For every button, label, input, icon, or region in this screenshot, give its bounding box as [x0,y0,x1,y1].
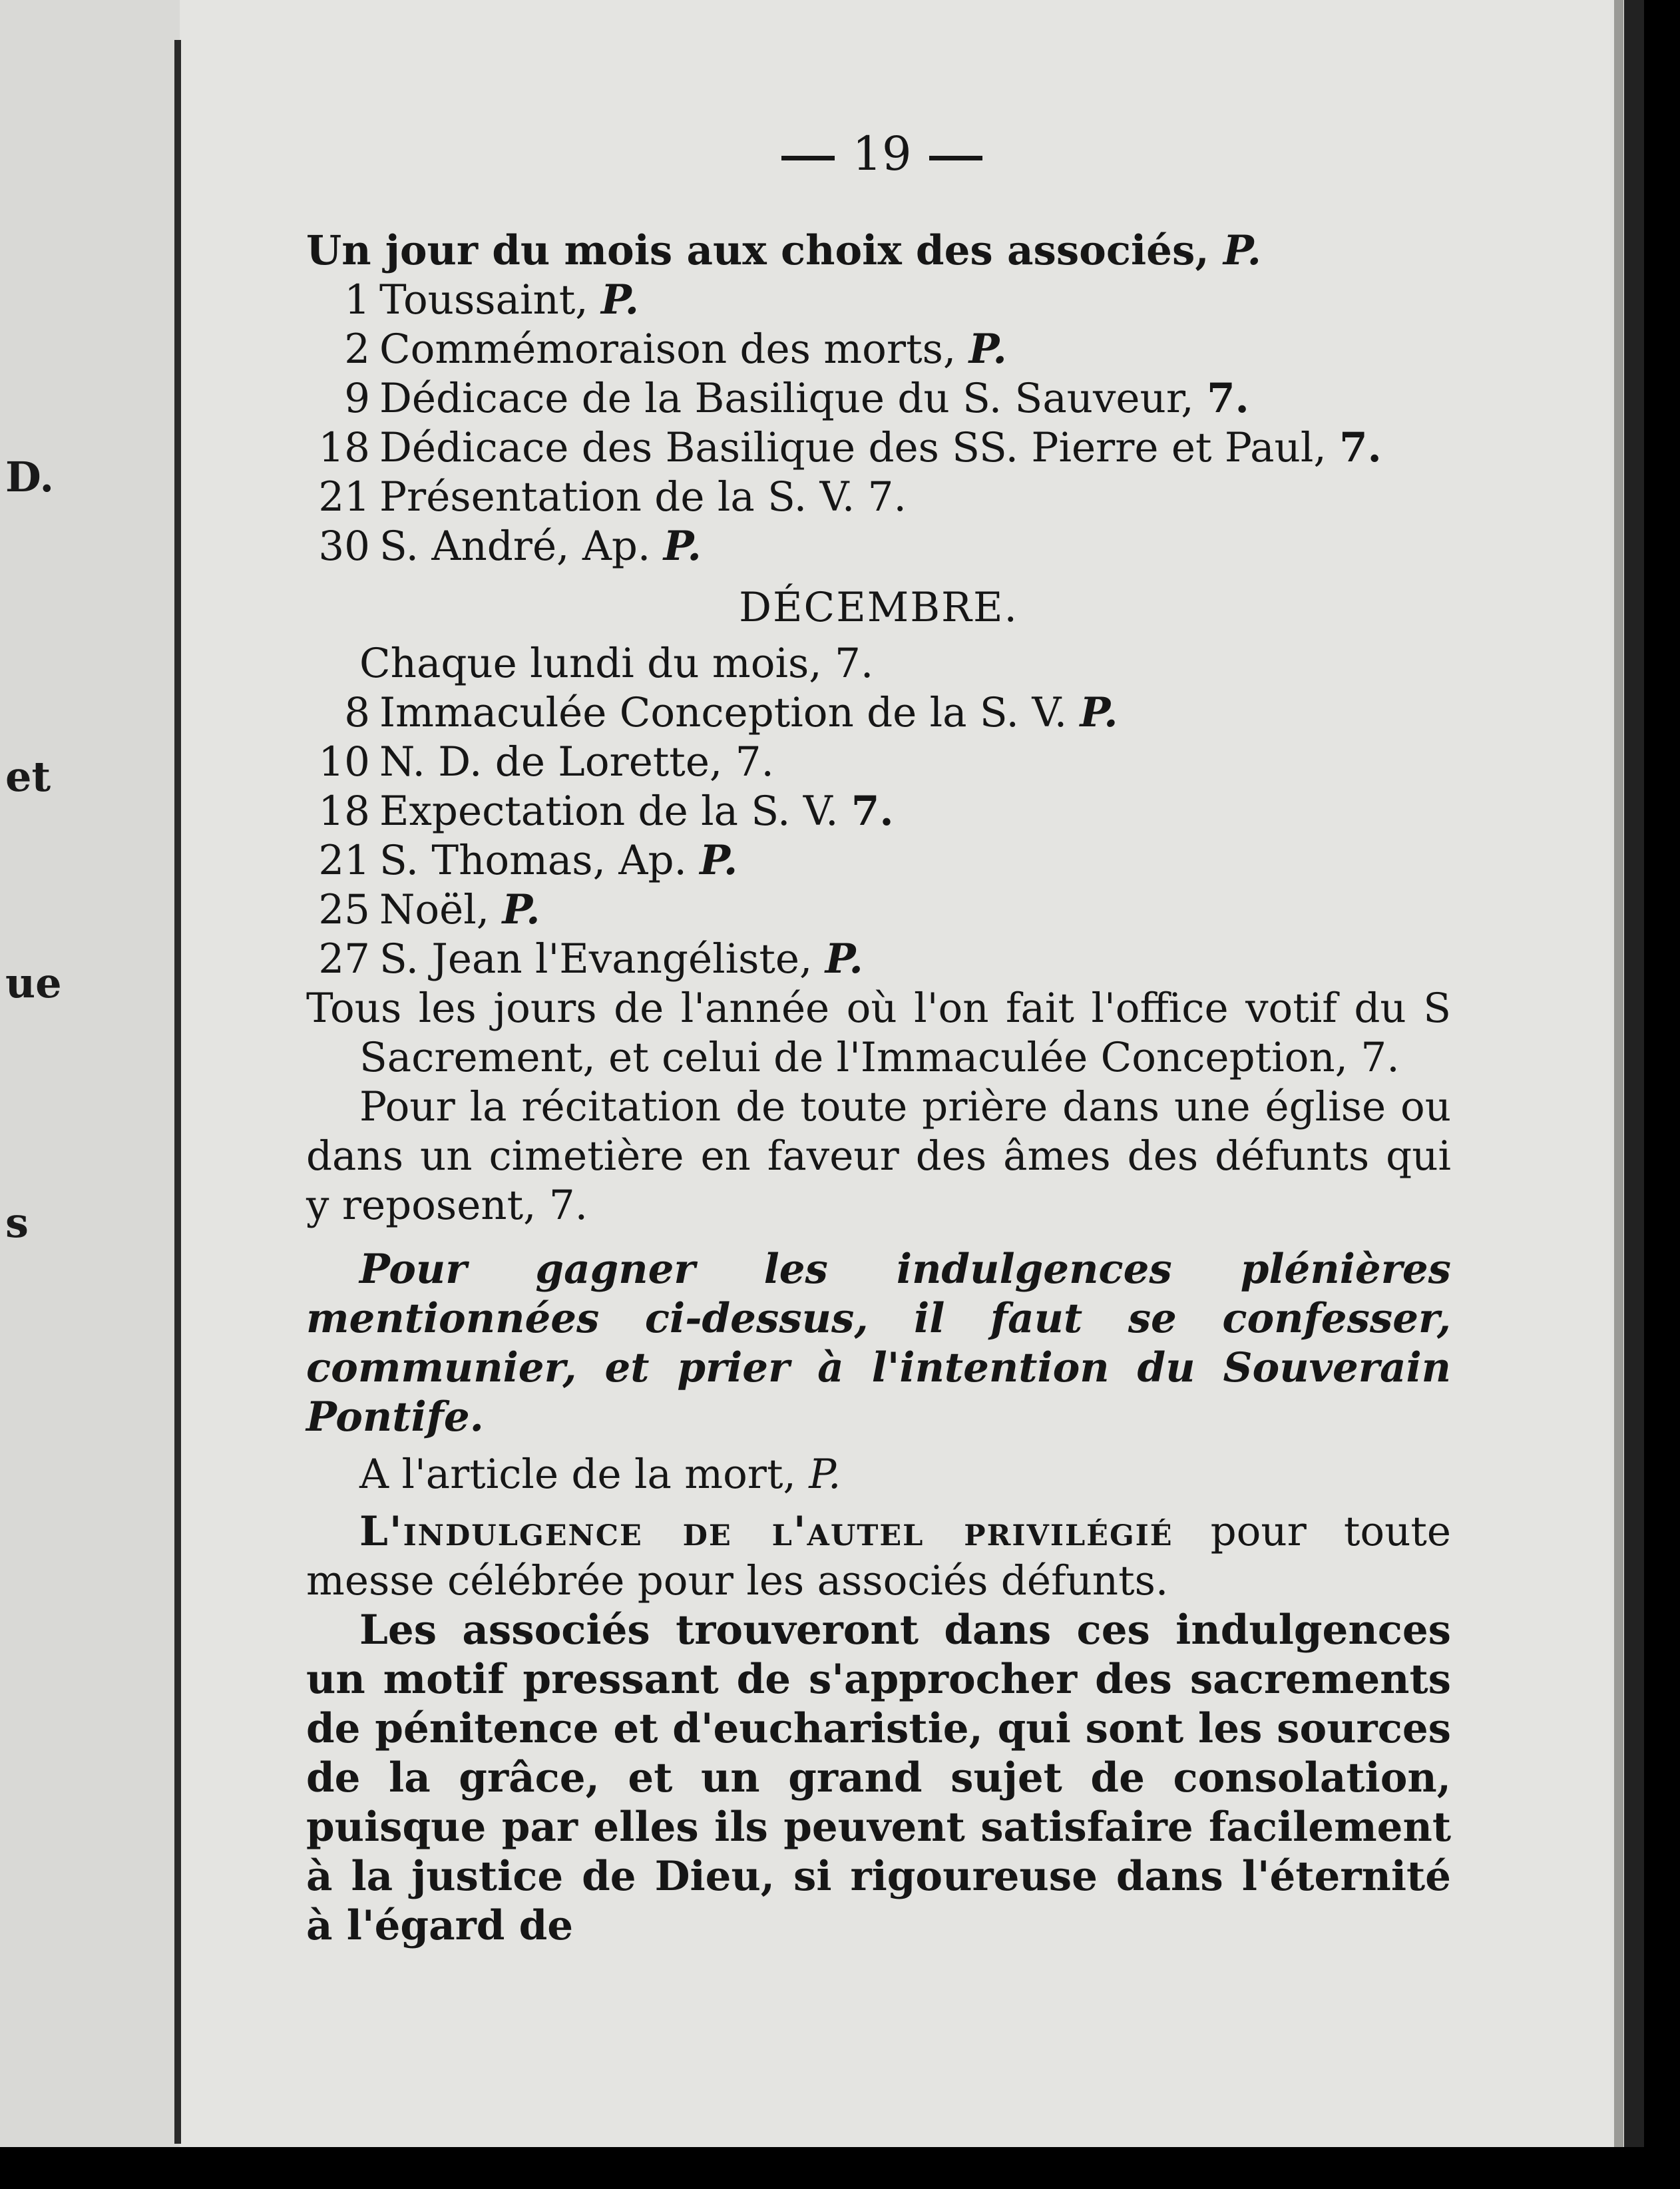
closing-paragraph: Les associés trouveront dans ces indulgences un motif pressant de s'approcher des sacrements de pénitence et d'eucharistie, qui sont les sources de la grâce, et un grand sujet de consolation, puisque par elles ils peuvent satisfaire facilement à la justice de Dieu, si rigoureuse dans l'éternité à l'égard de [306,1606,1451,1949]
list-item: 1 Toussaint, P. [344,276,640,324]
page-number-text: 19 [852,126,912,181]
list-item: Chaque lundi du mois, 7. [359,640,874,687]
list-item: 21 Présentation de la S. V. 7. [318,473,907,521]
right-page-edge [1624,0,1644,2147]
december-list [306,639,1451,984]
gutter-line [174,40,181,2144]
list-item: 21 S. Thomas, Ap. P. [318,837,738,884]
list-item: 2 Commémoraison des morts, P. [344,326,1007,373]
left-page-fragment: et [5,752,51,801]
page-edge-shadow [1614,0,1623,2147]
page-body [306,226,1451,1951]
italic-note: Pour gagner les indulgences plénières mentionnées ci-dessus, il faut se confesser, communier, et prier à l'intention du Souverain Pontife. [306,1246,1451,1441]
list-item: 10 N. D. de Lorette, 7. [318,738,774,786]
list-item: Un jour du mois aux choix des associés, P. [306,227,1261,274]
death-article: A l'article de la mort, P. [359,1451,841,1498]
list-item: 25 Noël, P. [318,886,540,933]
left-page-fragment: s [5,1198,29,1247]
list-item: 8 Immaculée Conception de la S. V. P. [344,689,1118,736]
cemetery-paragraph: Pour la récitation de toute prière dans une église ou dans un cimetière en faveur des âmes des défunts qui y reposent, 7. [306,1083,1451,1229]
november-list [306,226,1451,571]
month-heading: DÉCEMBRE. [739,584,1018,631]
previous-page-edge [0,0,180,2147]
list-item: 30 S. André, Ap. P. [318,523,702,570]
list-item: 27 S. Jean l'Evangéliste, P. [318,935,863,983]
page-number [762,126,1002,181]
votive-paragraph: Tous les jours de l'année où l'on fait l'office votif du S Sacrement, et celui de l'Immaculée Conception, 7. [306,985,1451,1081]
left-page-fragment: D. [5,453,55,501]
list-item: 18 Expectation de la S. V. 7. [318,788,894,835]
altar-paragraph: L'indulgence de l'autel privilégié pour toute messe célébrée pour les associés défunts. [306,1508,1451,1604]
list-item: 18 Dédicace des Basilique des SS. Pierre et Paul, 7. [318,424,1382,471]
list-item: 9 Dédicace de la Basilique du S. Sauveur, 7. [344,375,1249,422]
left-page-fragment: ue [5,959,62,1007]
